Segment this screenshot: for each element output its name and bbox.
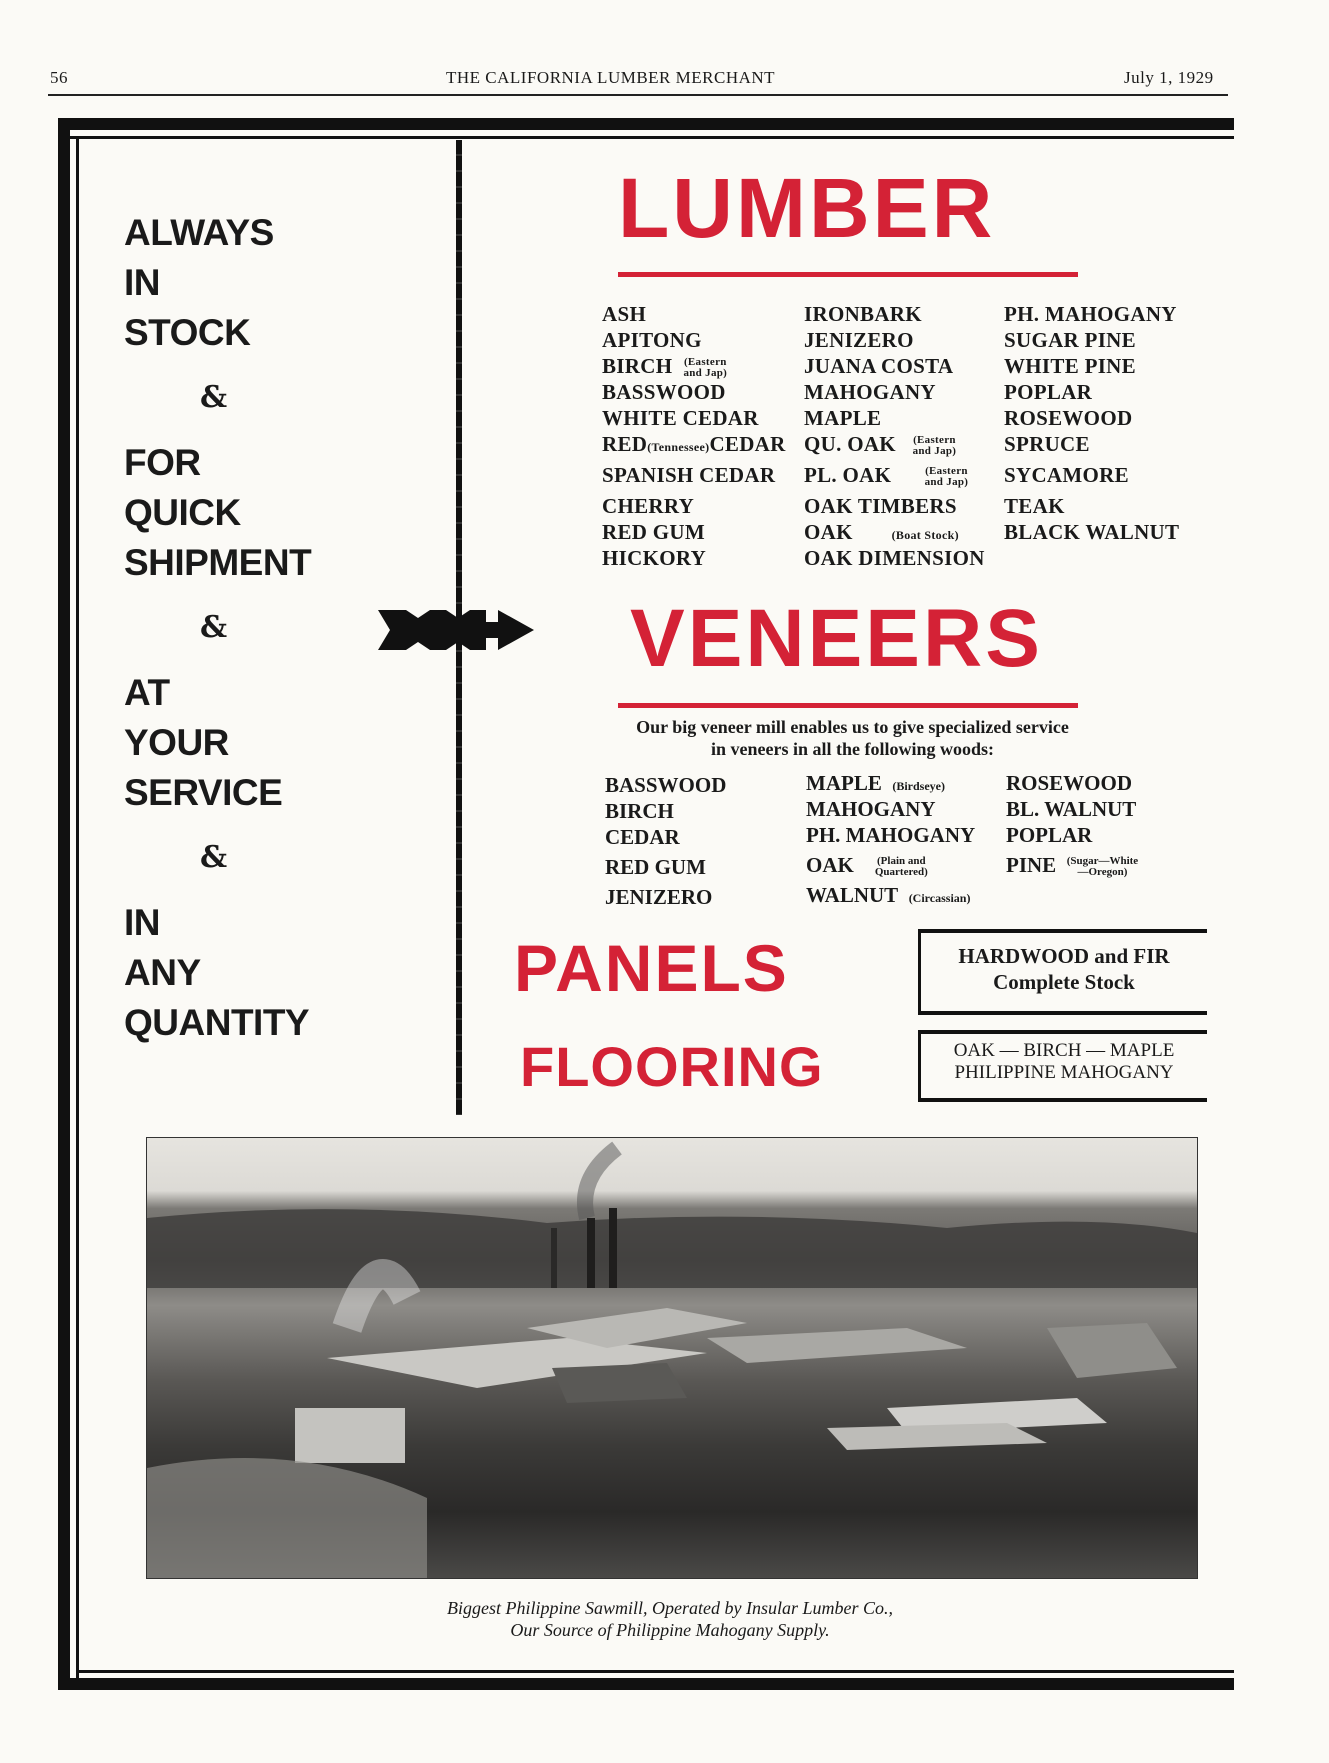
list-item-note: (Eastern and Jap) [924, 465, 969, 489]
lumber-underline [618, 272, 1078, 277]
list-item: BIRCH (Eastern and Jap) [602, 354, 728, 380]
slogan-line: SHIPMENT [124, 542, 312, 583]
photo-caption: Biggest Philippine Sawmill, Operated by Insular Lumber Co., Our Source of Philippine Mahogany Supply. [447, 1598, 893, 1640]
panels-title: PANELS [514, 931, 789, 1005]
list-item: POPLAR [1006, 823, 1093, 847]
slogan-block-3 [124, 668, 282, 818]
list-item: BL. WALNUT [1006, 797, 1137, 821]
list-item: OAK (Plain and Quartered) [806, 853, 928, 879]
slogan-line: STOCK [124, 312, 251, 353]
list-item-note: (Eastern and Jap) [683, 356, 728, 380]
frame-top [58, 118, 1234, 130]
species-box: OAK — BIRCH — MAPLE PHILIPPINE MAHOGANY [918, 1030, 1207, 1102]
list-item-note: (Sugar—White —Oregon) [1066, 855, 1139, 879]
frame-left [58, 118, 70, 1690]
list-item: MAHOGANY [806, 797, 936, 821]
list-item: BLACK WALNUT [1004, 520, 1180, 544]
list-item: PL. OAK (Eastern and Jap) [804, 463, 969, 489]
list-item: ROSEWOOD [1006, 771, 1133, 795]
list-item-note: (Boat Stock) [891, 528, 959, 542]
list-item: WALNUT (Circassian) [806, 883, 971, 907]
list-item-note: (Plain and Quartered) [874, 855, 928, 879]
slogan-line: QUICK [124, 492, 241, 533]
list-item: WHITE CEDAR [602, 406, 759, 430]
list-item: OAK (Boat Stock) [804, 520, 959, 544]
list-item-note: (Eastern and Jap) [912, 434, 957, 458]
list-item: QU. OAK (Eastern and Jap) [804, 432, 957, 458]
slogan-line: AT [124, 672, 170, 713]
list-item: JENIZERO [804, 328, 914, 352]
list-item-note: (Birdseye) [892, 779, 945, 793]
slogan-block-4 [124, 898, 309, 1048]
header-rule [48, 94, 1228, 96]
list-item: APITONG [602, 328, 702, 352]
list-item: PINE (Sugar—White —Oregon) [1006, 853, 1139, 879]
list-item: BIRCH [605, 799, 674, 823]
list-item: MAPLE (Birdseye) [806, 771, 945, 795]
list-item-note: (Circassian) [908, 891, 971, 905]
list-item: TEAK [1004, 494, 1065, 518]
ampersand-ornament: & [200, 380, 228, 415]
list-item-note: (Tennessee) [647, 440, 710, 454]
list-item: ASH [602, 302, 647, 326]
frame-left-inner [76, 136, 79, 1682]
list-item: MAPLE [804, 406, 882, 430]
veneers-column-3 [1006, 770, 1138, 878]
veneers-intro: Our big veneer mill enables us to give specialized service in veneers in all the following woods: [636, 717, 1069, 759]
slogan-block-2 [124, 438, 311, 588]
list-item: RED GUM [605, 855, 706, 879]
ampersand-ornament: & [200, 840, 228, 875]
lumber-column-2 [804, 301, 985, 571]
veneers-column-2 [806, 770, 975, 908]
list-item: PH. MAHOGANY [806, 823, 976, 847]
list-item: BASSWOOD [605, 773, 727, 797]
lumber-column-1 [602, 301, 786, 571]
issue-date: July 1, 1929 [1124, 68, 1214, 87]
slogan-block-1 [124, 208, 274, 358]
veneers-underline [618, 703, 1078, 708]
flooring-title: FLOORING [520, 1035, 824, 1098]
slogan-line: IN [124, 262, 160, 303]
slogan-line: SERVICE [124, 772, 283, 813]
list-item: BASSWOOD [602, 380, 726, 404]
publication-title: THE CALIFORNIA LUMBER MERCHANT [446, 68, 776, 87]
slogan-line: IN [124, 902, 160, 943]
veneers-column-1 [605, 772, 726, 910]
slogan-line: ANY [124, 952, 201, 993]
slogan-line: YOUR [124, 722, 229, 763]
list-item: CEDAR [605, 825, 680, 849]
frame-bottom [58, 1678, 1234, 1690]
list-item: RED GUM [602, 520, 706, 544]
list-item: JUANA COSTA [804, 354, 954, 378]
page-number: 56 [50, 68, 68, 87]
frame-top-inner [58, 136, 1234, 139]
slogan-line: ALWAYS [124, 212, 274, 253]
ampersand-ornament: & [200, 610, 228, 645]
list-item: ROSEWOOD [1004, 406, 1133, 430]
list-item: SPANISH CEDAR [602, 463, 776, 487]
list-item: SPRUCE [1004, 432, 1090, 456]
list-item: HICKORY [602, 546, 707, 570]
lumber-title: LUMBER [618, 161, 996, 255]
list-item: MAHOGANY [804, 380, 936, 404]
list-item: WHITE PINE [1004, 354, 1136, 378]
list-item: PH. MAHOGANY [1004, 302, 1177, 326]
frame-bottom-inner [76, 1670, 1234, 1673]
list-item: SUGAR PINE [1004, 328, 1136, 352]
hardwood-box: HARDWOOD and FIR Complete Stock [918, 929, 1207, 1015]
list-item: JENIZERO [605, 885, 713, 909]
sawmill-illustration [147, 1138, 1197, 1578]
list-item: POPLAR [1004, 380, 1093, 404]
list-item: SYCAMORE [1004, 463, 1129, 487]
arrow-right-icon [376, 600, 536, 660]
list-item: IRONBARK [804, 302, 922, 326]
sawmill-photo [146, 1137, 1198, 1579]
veneers-title: VENEERS [630, 593, 1043, 684]
list-item: CHERRY [602, 494, 695, 518]
slogan-line: QUANTITY [124, 1002, 310, 1043]
list-item: RED(Tennessee)CEDAR [602, 432, 786, 456]
list-item: OAK TIMBERS [804, 494, 957, 518]
lumber-column-3 [1004, 301, 1179, 545]
list-item: OAK DIMENSION [804, 546, 985, 570]
slogan-line: FOR [124, 442, 201, 483]
